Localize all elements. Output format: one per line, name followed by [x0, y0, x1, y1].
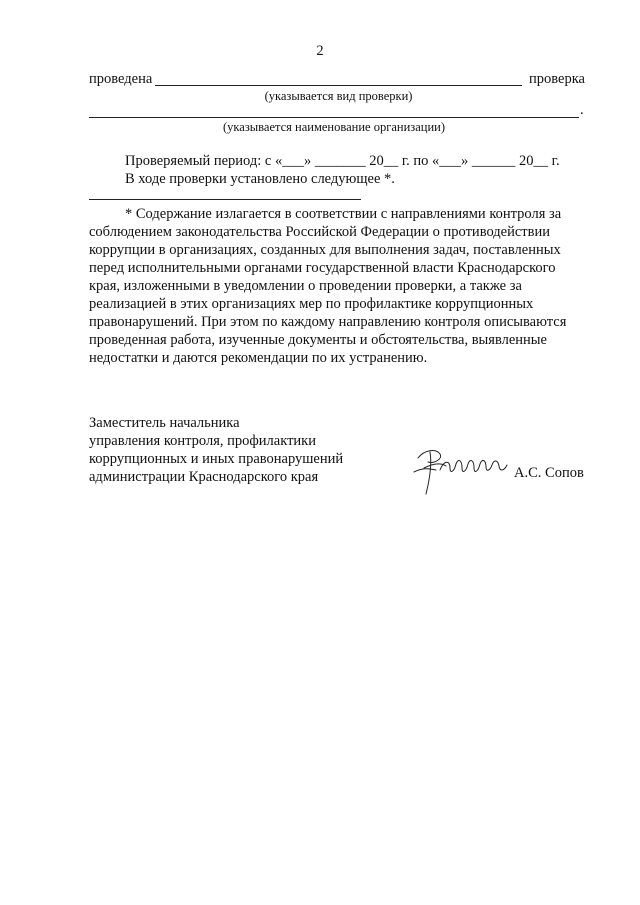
inspection-type-caption: (указывается вид проверки): [264, 89, 413, 103]
footnote-line: недостатки и даются рекомендации по их устранению.: [89, 350, 428, 366]
footnote-line: реализацией в этих организациях мер по профилактике коррупционных: [89, 296, 534, 312]
footnote-line: коррупции в организациях, созданных для выполнения задач, поставленных: [89, 242, 561, 258]
footnote-line: правонарушений. При этом по каждому направлению контроля описываются: [89, 314, 567, 330]
line1-left-label: проведена: [89, 71, 153, 87]
organization-name-blank: [89, 117, 579, 118]
signer-position-line: коррупционных и иных правонарушений: [89, 451, 344, 467]
organization-name-caption: (указывается наименование организации): [223, 120, 445, 134]
signer-position-line: Заместитель начальника: [89, 415, 240, 431]
footnote-paragraph: [89, 205, 579, 367]
footnote-line: * Содержание излагается в соответствии с направлениями контроля за: [125, 206, 562, 222]
period-line: Проверяемый период: с «___» _______ 20__ г. по «___» ______ 20__ г.: [125, 153, 560, 169]
signer-position-line: управления контроля, профилактики: [89, 433, 316, 449]
signer-position: [89, 414, 343, 486]
footnote-line: соблюдением законодательства Российской Федерации о противодействии: [89, 224, 550, 240]
footnote-line: проведенная работа, изученные документы и обстоятельства, выявленные: [89, 332, 547, 348]
line1-right-label: проверка: [529, 71, 585, 87]
findings-line: В ходе проверки установлено следующее *.: [125, 171, 395, 187]
footnote-line: перед исполнительными органами государственной власти Краснодарского: [89, 260, 556, 276]
signer-position-line: администрации Краснодарского края: [89, 469, 319, 485]
signer-name: А.С. Сопов: [514, 465, 584, 481]
inspection-type-blank: [155, 85, 522, 86]
handwritten-signature: [410, 438, 515, 498]
line2-end-dot: .: [580, 102, 584, 118]
page-number: 2: [316, 43, 324, 59]
footnote-line: края, изложенными в уведомлении о проведении проверки, а также за: [89, 278, 522, 294]
footnote-separator: [89, 199, 361, 200]
